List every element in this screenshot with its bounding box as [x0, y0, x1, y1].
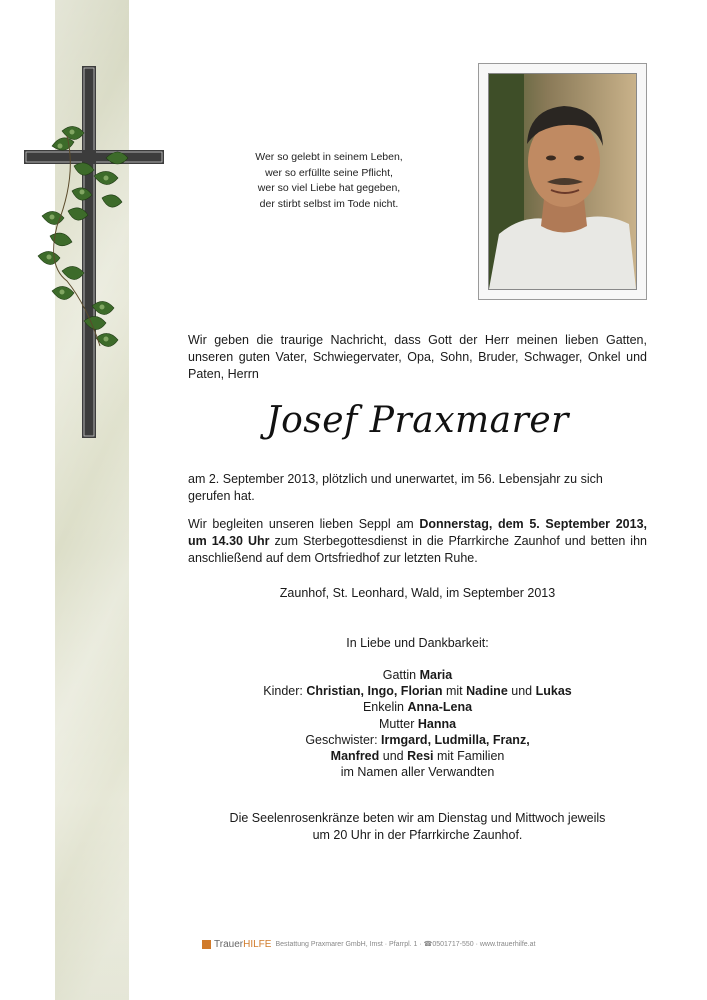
deceased-name: Josef Praxmarer: [266, 400, 569, 441]
brand-name-accent: HILFE: [243, 938, 272, 950]
family-mother: Mutter Hanna: [378, 716, 457, 731]
verse-line: wer so viel Liebe hat gegeben,: [257, 182, 401, 194]
cross-with-ivy-icon: [22, 66, 167, 446]
family-children: Kinder: Christian, Ingo, Florian mit Nadine und Lukas: [263, 684, 572, 699]
portrait-frame: [478, 63, 647, 300]
verse-line: der stirbt selbst im Tode nicht.: [259, 197, 399, 210]
announcement-text: Wir geben die traurige Nachricht, dass Gott der Herr meinen lieben Gatten, unseren guten Vater, Schwiegervater, Opa, Sohn, Bruder, Schwager, Onkel und Paten, Herrn: [188, 333, 647, 381]
footer-text: Bestattung Praxmarer GmbH, Imst · Pfarrpl. 1 · ☎0501717-550 · www.trauerhilfe.at: [275, 941, 536, 948]
place-date: Zaunhof, St. Leonhard, Wald, im September 2013: [279, 586, 556, 600]
portrait-photo: [488, 73, 637, 290]
rosary-line: Die Seelenrosenkränze beten wir am Dienstag und Mittwoch jeweils: [229, 811, 606, 825]
rosary-notice: [188, 810, 647, 844]
death-text: am 2. September 2013, plötzlich und unerwartet, im 56. Lebensjahr zu sich gerufen hat.: [188, 472, 603, 503]
funeral-text: [188, 516, 647, 567]
memorial-verse: [218, 150, 440, 212]
verse-line: Wer so gelebt in seinem Leben,: [255, 151, 403, 163]
footer: [202, 937, 535, 951]
family-list: [188, 667, 647, 780]
family-siblings-cont: Manfred und Resi mit Familien: [330, 749, 505, 764]
funeral-prefix: Wir begleiten unseren lieben Seppl am: [188, 517, 420, 531]
rosary-line: um 20 Uhr in der Pfarrkirche Zaunhof.: [312, 828, 523, 842]
family-wife: Gattin Maria: [382, 668, 453, 682]
funeral-date: Donnerstag, dem 5. September 2013, um 14.30 Uhr: [188, 517, 647, 548]
family-relatives: im Namen aller Verwandten: [340, 765, 495, 780]
verse-line: wer so erfüllte seine Pflicht,: [265, 166, 393, 179]
family-granddaughter: Enkelin Anna-Lena: [362, 700, 473, 715]
trauerhilfe-logo-icon: [202, 940, 211, 949]
family-siblings: Geschwister: Irmgard, Ludmilla, Franz,: [305, 732, 530, 747]
funeral-suffix: zum Sterbegottesdienst in die Pfarrkirche Zaunhof und betten ihn anschließend auf dem Ortsfriedhof zur letzten Ruhe.: [188, 534, 647, 565]
brand-name: Trauer: [214, 938, 244, 950]
thanks-line: In Liebe und Dankbarkeit:: [346, 636, 489, 650]
